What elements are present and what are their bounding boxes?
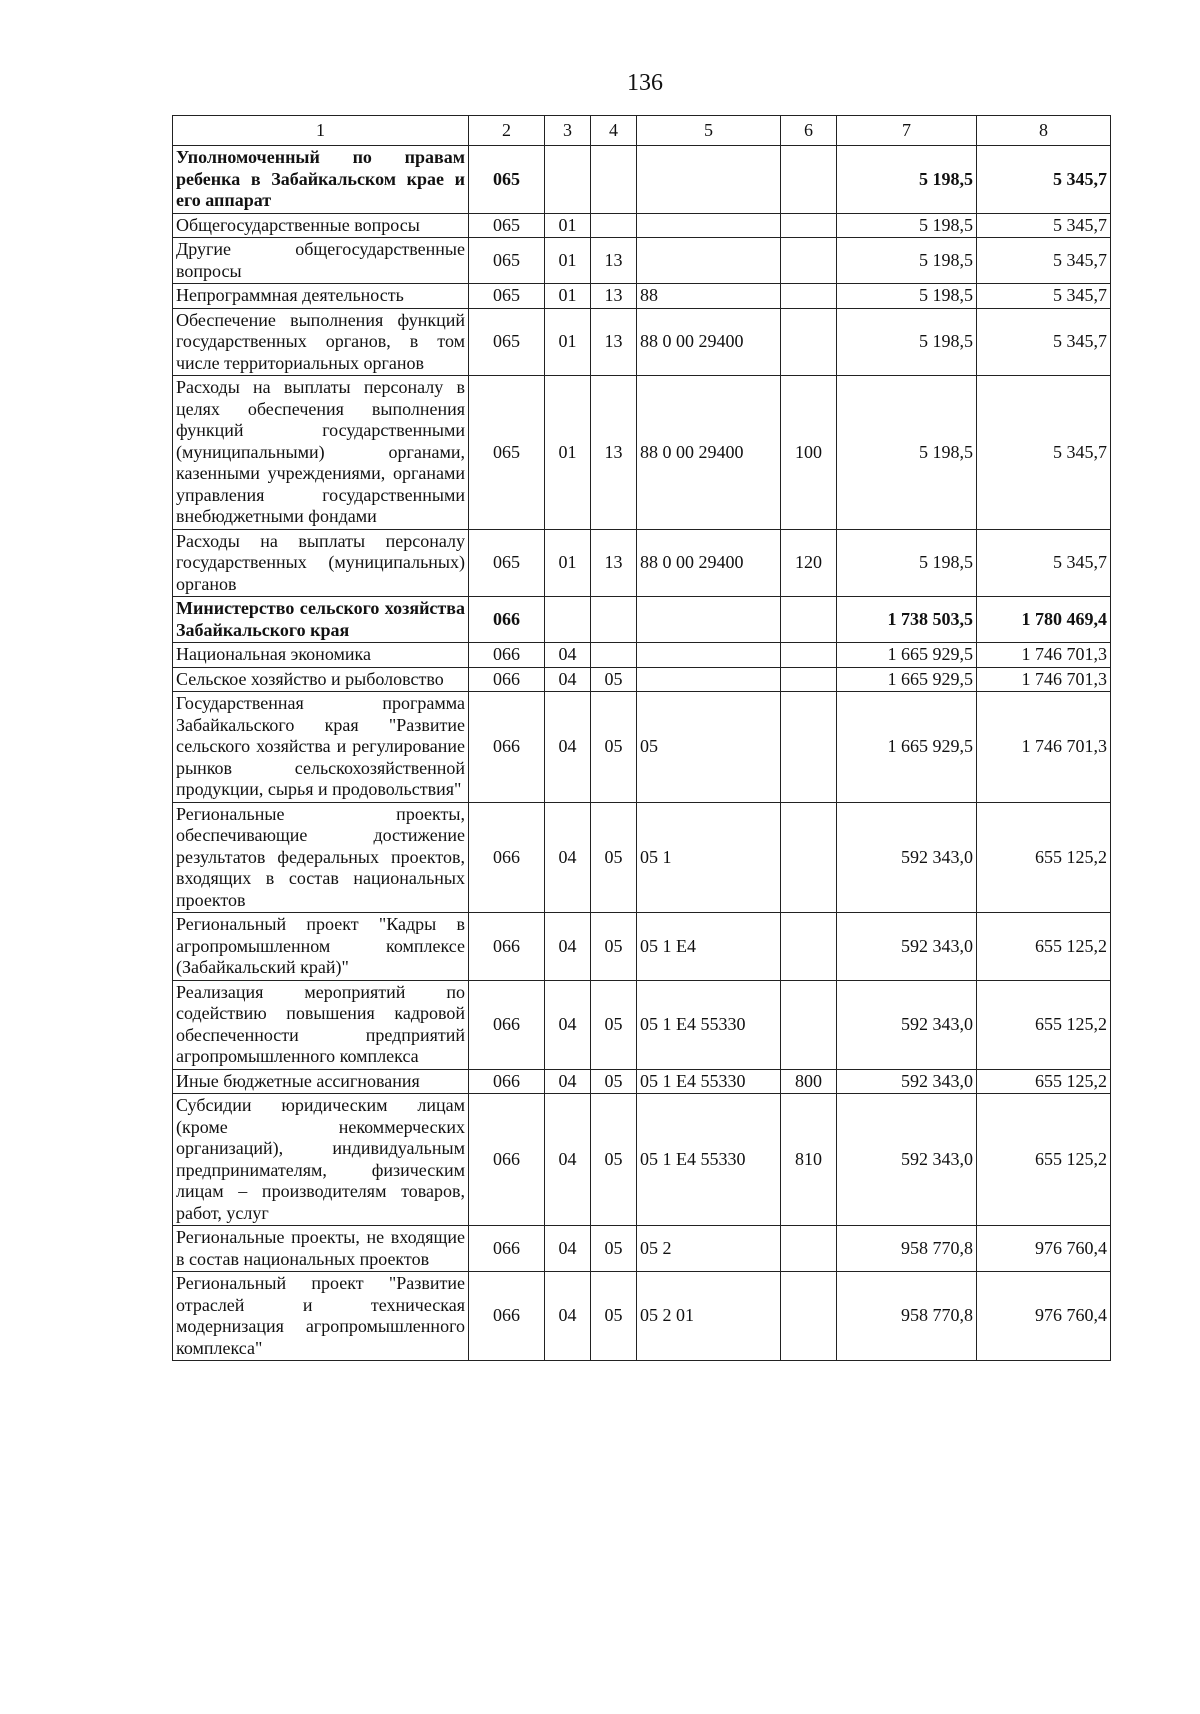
cell-expense-type (781, 238, 837, 284)
cell-subsection (591, 213, 637, 238)
column-header: 2 (469, 116, 545, 146)
cell-section: 04 (545, 1069, 591, 1094)
cell-amount-year2: 5 345,7 (977, 376, 1111, 530)
cell-subsection (591, 146, 637, 214)
table-row (173, 529, 1111, 597)
cell-section: 04 (545, 1094, 591, 1226)
cell-amount-year2: 655 125,2 (977, 913, 1111, 981)
cell-amount-year2: 655 125,2 (977, 802, 1111, 913)
table-row (173, 376, 1111, 530)
cell-amount-year2: 1 746 701,3 (977, 692, 1111, 803)
cell-name: Обеспечение выполнения функций государственных органов, в том числе территориальных органов (173, 308, 469, 376)
cell-name: Расходы на выплаты персоналу государственных (муниципальных) органов (173, 529, 469, 597)
cell-admin-code: 065 (469, 308, 545, 376)
cell-expense-type (781, 146, 837, 214)
cell-amount-year1: 5 198,5 (837, 376, 977, 530)
cell-subsection: 05 (591, 1094, 637, 1226)
cell-subsection: 13 (591, 284, 637, 309)
table-body (173, 146, 1111, 1361)
table-row (173, 597, 1111, 643)
table-row (173, 146, 1111, 214)
cell-name: Уполномоченный по правам ребенка в Забайкальском крае и его аппарат (173, 146, 469, 214)
cell-target-article: 05 1 (637, 802, 781, 913)
cell-name: Субсидии юридическим лицам (кроме некоммерческих организаций), индивидуальным предпринимателям, физическим лицам – производителям товаров, работ, услуг (173, 1094, 469, 1226)
cell-target-article: 88 (637, 284, 781, 309)
cell-target-article: 05 1 E4 (637, 913, 781, 981)
cell-subsection: 05 (591, 1226, 637, 1272)
cell-target-article (637, 146, 781, 214)
cell-amount-year2: 655 125,2 (977, 980, 1111, 1069)
cell-expense-type (781, 980, 837, 1069)
cell-amount-year2: 5 345,7 (977, 213, 1111, 238)
cell-amount-year2: 5 345,7 (977, 146, 1111, 214)
cell-admin-code: 066 (469, 1069, 545, 1094)
cell-amount-year1: 592 343,0 (837, 802, 977, 913)
cell-admin-code: 066 (469, 802, 545, 913)
header-row (173, 116, 1111, 146)
cell-target-article: 05 2 (637, 1226, 781, 1272)
cell-name: Реализация мероприятий по содействию повышения кадровой обеспеченности предприятий агропромышленного комплекса (173, 980, 469, 1069)
cell-expense-type (781, 643, 837, 668)
cell-amount-year1: 1 665 929,5 (837, 692, 977, 803)
cell-target-article: 05 1 E4 55330 (637, 1069, 781, 1094)
cell-name: Министерство сельского хозяйства Забайкальского края (173, 597, 469, 643)
cell-expense-type (781, 802, 837, 913)
cell-amount-year1: 5 198,5 (837, 146, 977, 214)
cell-name: Расходы на выплаты персоналу в целях обеспечения выполнения функций государственными (муниципальными) органами, казенными учреждениями, органами управления государственными внебюджетными фондами (173, 376, 469, 530)
column-header: 7 (837, 116, 977, 146)
column-header: 1 (173, 116, 469, 146)
cell-section: 01 (545, 376, 591, 530)
cell-subsection: 05 (591, 980, 637, 1069)
cell-admin-code: 066 (469, 980, 545, 1069)
cell-amount-year2: 1 746 701,3 (977, 643, 1111, 668)
column-header: 3 (545, 116, 591, 146)
cell-amount-year2: 976 760,4 (977, 1272, 1111, 1361)
cell-target-article (637, 238, 781, 284)
cell-amount-year1: 1 738 503,5 (837, 597, 977, 643)
cell-name: Сельское хозяйство и рыболовство (173, 667, 469, 692)
cell-target-article (637, 213, 781, 238)
cell-section: 01 (545, 213, 591, 238)
cell-admin-code: 066 (469, 913, 545, 981)
table-row (173, 692, 1111, 803)
cell-subsection (591, 597, 637, 643)
cell-section: 04 (545, 913, 591, 981)
cell-amount-year2: 5 345,7 (977, 308, 1111, 376)
cell-subsection: 13 (591, 238, 637, 284)
cell-section: 01 (545, 529, 591, 597)
cell-expense-type (781, 913, 837, 981)
cell-admin-code: 066 (469, 597, 545, 643)
column-header: 8 (977, 116, 1111, 146)
cell-amount-year2: 976 760,4 (977, 1226, 1111, 1272)
cell-amount-year1: 1 665 929,5 (837, 667, 977, 692)
cell-section: 01 (545, 284, 591, 309)
cell-target-article: 88 0 00 29400 (637, 308, 781, 376)
cell-amount-year1: 592 343,0 (837, 1094, 977, 1226)
cell-target-article (637, 667, 781, 692)
page-number: 136 (627, 70, 663, 96)
table-row (173, 1069, 1111, 1094)
cell-target-article: 05 (637, 692, 781, 803)
cell-name: Иные бюджетные ассигнования (173, 1069, 469, 1094)
cell-admin-code: 065 (469, 376, 545, 530)
cell-amount-year2: 5 345,7 (977, 529, 1111, 597)
table-row (173, 667, 1111, 692)
cell-target-article: 88 0 00 29400 (637, 529, 781, 597)
cell-expense-type: 100 (781, 376, 837, 530)
cell-target-article: 05 1 E4 55330 (637, 980, 781, 1069)
cell-subsection: 05 (591, 1272, 637, 1361)
table-row (173, 643, 1111, 668)
cell-expense-type (781, 1272, 837, 1361)
cell-amount-year1: 5 198,5 (837, 284, 977, 309)
table-row (173, 213, 1111, 238)
cell-section: 04 (545, 1272, 591, 1361)
table-row (173, 1272, 1111, 1361)
cell-amount-year2: 5 345,7 (977, 284, 1111, 309)
cell-target-article (637, 643, 781, 668)
cell-admin-code: 066 (469, 692, 545, 803)
cell-admin-code: 065 (469, 146, 545, 214)
cell-section: 04 (545, 643, 591, 668)
cell-section: 04 (545, 980, 591, 1069)
cell-amount-year2: 5 345,7 (977, 238, 1111, 284)
cell-section: 04 (545, 802, 591, 913)
cell-amount-year2: 655 125,2 (977, 1069, 1111, 1094)
cell-admin-code: 066 (469, 1226, 545, 1272)
cell-amount-year1: 5 198,5 (837, 238, 977, 284)
cell-admin-code: 065 (469, 284, 545, 309)
cell-name: Национальная экономика (173, 643, 469, 668)
cell-name: Региональные проекты, не входящие в состав национальных проектов (173, 1226, 469, 1272)
cell-expense-type (781, 667, 837, 692)
cell-expense-type: 810 (781, 1094, 837, 1226)
cell-name: Другие общегосударственные вопросы (173, 238, 469, 284)
cell-amount-year1: 5 198,5 (837, 308, 977, 376)
cell-target-article: 05 1 E4 55330 (637, 1094, 781, 1226)
cell-expense-type: 800 (781, 1069, 837, 1094)
cell-section: 04 (545, 667, 591, 692)
table-row (173, 980, 1111, 1069)
cell-amount-year1: 592 343,0 (837, 913, 977, 981)
cell-amount-year1: 5 198,5 (837, 529, 977, 597)
cell-section (545, 146, 591, 214)
cell-admin-code: 065 (469, 529, 545, 597)
cell-expense-type (781, 692, 837, 803)
cell-target-article (637, 597, 781, 643)
cell-expense-type (781, 213, 837, 238)
column-header: 5 (637, 116, 781, 146)
cell-section (545, 597, 591, 643)
cell-amount-year2: 1 780 469,4 (977, 597, 1111, 643)
cell-amount-year1: 1 665 929,5 (837, 643, 977, 668)
cell-expense-type: 120 (781, 529, 837, 597)
table-row (173, 1226, 1111, 1272)
cell-name: Непрограммная деятельность (173, 284, 469, 309)
cell-admin-code: 066 (469, 1272, 545, 1361)
budget-table (172, 115, 1111, 1361)
cell-name: Региональный проект "Развитие отраслей и техническая модернизация агропромышленного комплекса" (173, 1272, 469, 1361)
cell-admin-code: 065 (469, 238, 545, 284)
cell-subsection: 05 (591, 913, 637, 981)
cell-subsection: 13 (591, 376, 637, 530)
cell-expense-type (781, 597, 837, 643)
cell-name: Общегосударственные вопросы (173, 213, 469, 238)
cell-admin-code: 066 (469, 667, 545, 692)
cell-amount-year2: 1 746 701,3 (977, 667, 1111, 692)
cell-amount-year1: 5 198,5 (837, 213, 977, 238)
cell-name: Региональные проекты, обеспечивающие достижение результатов федеральных проектов, входящих в состав национальных проектов (173, 802, 469, 913)
table-row (173, 308, 1111, 376)
cell-amount-year1: 958 770,8 (837, 1226, 977, 1272)
cell-expense-type (781, 284, 837, 309)
cell-amount-year1: 958 770,8 (837, 1272, 977, 1361)
cell-section: 01 (545, 238, 591, 284)
cell-subsection: 13 (591, 308, 637, 376)
cell-expense-type (781, 308, 837, 376)
cell-subsection: 05 (591, 802, 637, 913)
column-header: 4 (591, 116, 637, 146)
cell-amount-year1: 592 343,0 (837, 1069, 977, 1094)
cell-target-article: 88 0 00 29400 (637, 376, 781, 530)
cell-admin-code: 066 (469, 643, 545, 668)
cell-target-article: 05 2 01 (637, 1272, 781, 1361)
column-header: 6 (781, 116, 837, 146)
table-row (173, 802, 1111, 913)
cell-subsection: 13 (591, 529, 637, 597)
cell-subsection (591, 643, 637, 668)
cell-subsection: 05 (591, 1069, 637, 1094)
cell-amount-year2: 655 125,2 (977, 1094, 1111, 1226)
table-row (173, 913, 1111, 981)
cell-section: 01 (545, 308, 591, 376)
cell-admin-code: 065 (469, 213, 545, 238)
cell-admin-code: 066 (469, 1094, 545, 1226)
cell-name: Государственная программа Забайкальского края "Развитие сельского хозяйства и регулирование рынков сельскохозяйственной продукции, сырья и продовольствия" (173, 692, 469, 803)
cell-section: 04 (545, 692, 591, 803)
table-row (173, 238, 1111, 284)
cell-name: Региональный проект "Кадры в агропромышленном комплексе (Забайкальский край)" (173, 913, 469, 981)
cell-subsection: 05 (591, 692, 637, 803)
table-row (173, 1094, 1111, 1226)
cell-section: 04 (545, 1226, 591, 1272)
cell-expense-type (781, 1226, 837, 1272)
cell-amount-year1: 592 343,0 (837, 980, 977, 1069)
cell-subsection: 05 (591, 667, 637, 692)
table-row (173, 284, 1111, 309)
